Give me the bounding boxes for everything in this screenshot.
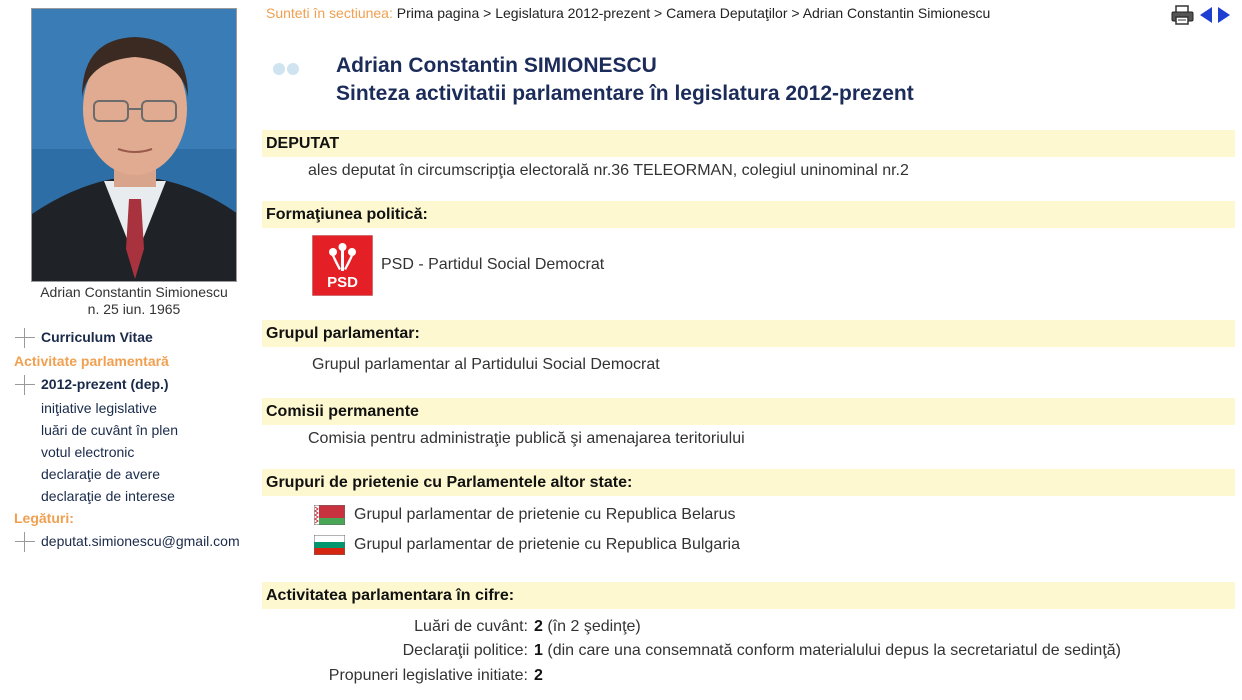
friendship-group-bulgaria-link[interactable]: Grupul parlamentar de prietenie cu Republica Bulgaria (354, 536, 740, 553)
section-heading-group: Grupul parlamentar: (262, 320, 1235, 347)
psd-logo-text: PSD (327, 274, 358, 291)
stat-label-speeches: Luări de cuvânt: (414, 618, 528, 635)
breadcrumb-separator: > (654, 5, 663, 21)
activity-section-label: Activitate parlamentară (14, 353, 169, 369)
breadcrumb-item-home[interactable]: Prima pagina (396, 5, 480, 21)
stat-label-declarations: Declaraţii politice: (402, 642, 528, 659)
deputy-name-title: Adrian Constantin SIMIONESCU (336, 54, 657, 77)
term-link[interactable]: 2012-prezent (dep.) (41, 376, 169, 392)
section-heading-stats: Activitatea parlamentara în cifre: (262, 582, 1235, 609)
photo-caption-name: Adrian Constantin Simionescu (40, 284, 228, 300)
section-heading-committees: Comisii permanente (262, 398, 1235, 425)
breadcrumb-item-chamber[interactable]: Camera Deputaţilor (666, 5, 788, 21)
stat-value-speeches (534, 618, 641, 636)
expand-plus-icon[interactable] (15, 375, 35, 395)
left-sidebar (0, 0, 262, 700)
breadcrumb-lead: Sunteti în sectiunea: (266, 5, 393, 21)
activity-summary-title: Sinteza activitatii parlamentare în legislatura 2012-prezent (336, 82, 914, 105)
photo-caption-birth: n. 25 iun. 1965 (87, 301, 181, 317)
expand-plus-icon[interactable] (15, 328, 35, 348)
stat-number-declarations[interactable]: 1 (534, 642, 543, 659)
psd-logo-icon[interactable] (312, 235, 373, 296)
stat-label-proposals: Propuneri legislative initiate: (328, 667, 528, 684)
stat-value-declarations (534, 642, 1121, 660)
stat-number-proposals[interactable]: 2 (534, 667, 543, 684)
email-link[interactable]: deputat.simionescu@gmail.com (41, 533, 240, 549)
breadcrumb-separator: > (791, 5, 800, 21)
sidebar-item-speeches[interactable]: luări de cuvânt în plen (41, 422, 178, 438)
breadcrumb (266, 5, 990, 21)
page-tools (1171, 4, 1233, 26)
belarus-flag-icon (314, 505, 345, 525)
sidebar-item-initiatives[interactable]: iniţiative legislative (41, 400, 157, 416)
stat-note-speeches: (în 2 şedinţe) (547, 618, 641, 635)
arrow-left-icon[interactable] (1200, 7, 1212, 23)
title-decoration-icon (272, 62, 306, 76)
sidebar-item-wealth-declaration[interactable]: declaraţie de avere (41, 466, 161, 482)
arrow-right-icon[interactable] (1218, 7, 1230, 23)
expand-plus-icon[interactable] (15, 532, 35, 552)
curriculum-vitae-link[interactable]: Curriculum Vitae (41, 329, 153, 345)
friendship-group-belarus-link[interactable]: Grupul parlamentar de prietenie cu Republica Belarus (354, 506, 736, 523)
election-info: ales deputat în circumscripţia electorală nr.36 TELEORMAN, colegiul uninominal nr.2 (308, 162, 909, 179)
section-heading-friendship: Grupuri de prietenie cu Parlamentele altor state: (262, 469, 1235, 496)
breadcrumb-item-legislature[interactable]: Legislatura 2012-prezent (495, 5, 651, 21)
breadcrumb-item-current: Adrian Constantin Simionescu (802, 5, 991, 21)
committee-link[interactable]: Comisia pentru administraţie publică şi amenajarea teritoriului (308, 430, 745, 447)
stat-note-declarations: (din care una consemnată conform materialului depus la secretariatul de sedinţă) (547, 642, 1121, 659)
sidebar-item-electronic-vote[interactable]: votul electronic (41, 444, 135, 460)
printer-icon[interactable] (1172, 6, 1193, 24)
bulgaria-flag-icon (314, 535, 345, 555)
breadcrumb-separator: > (483, 5, 492, 21)
stat-number-speeches[interactable]: 2 (534, 618, 543, 635)
parliamentary-group-link[interactable]: Grupul parlamentar al Partidului Social Democrat (312, 356, 660, 373)
section-heading-deputy: DEPUTAT (262, 130, 1235, 157)
stat-value-proposals (534, 667, 543, 685)
sidebar-item-interests-declaration[interactable]: declaraţie de interese (41, 488, 175, 504)
party-link[interactable]: PSD - Partidul Social Democrat (381, 256, 605, 273)
deputy-photo (31, 8, 237, 282)
section-heading-party: Formaţiunea politică: (262, 201, 1235, 228)
links-section-label: Legături: (14, 510, 74, 526)
